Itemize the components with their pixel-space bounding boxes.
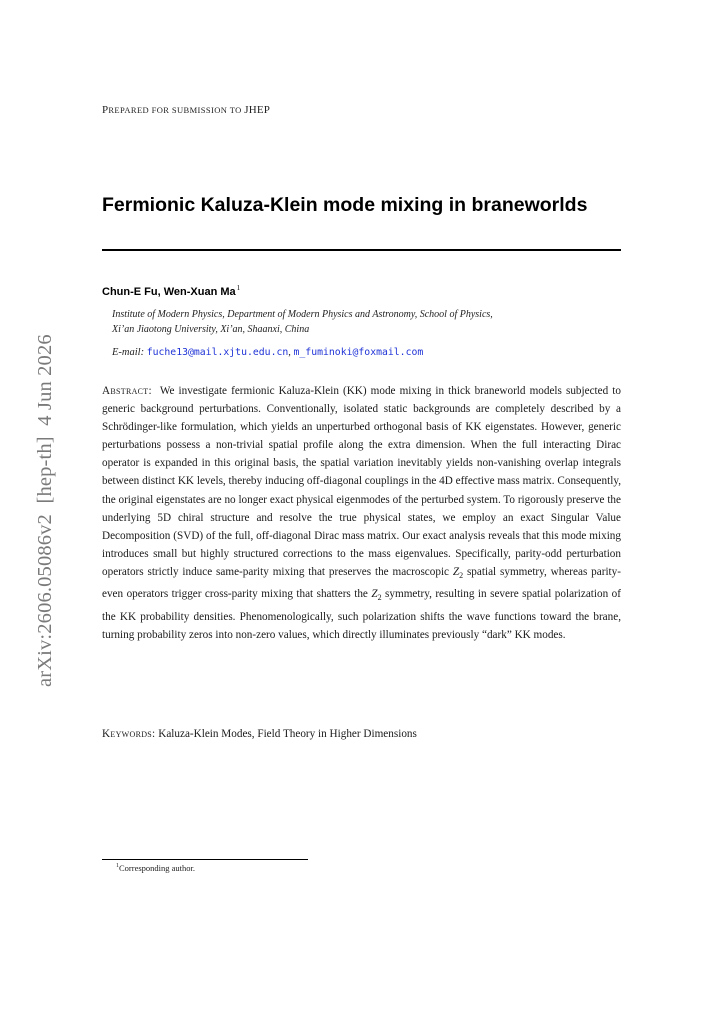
z2-subscript: 2 (377, 593, 382, 603)
footnote-number: 1 (116, 863, 119, 869)
author-names: Chun-E Fu, Wen-Xuan Ma (102, 286, 236, 298)
abstract-text: We investigate fermionic Kaluza-Klein (KK) mode mixing in thick braneworld models subjected to generic background perturbations. Conventionally, isolated static backgrounds are completely described by a Schrödinger-like formulation, which yields an unperturbed orthogonal basis of KK eigenstates. However, generic perturbations possess a non-trivial spatial profile along the extra dimension. When the full interacting Dirac operator is expanded in this original basis, the spatial variation inevitably yields non-vanishing overlap integrals between distinct KK levels, thereby inducing off-diagonal couplings in the 4D effective mass matrix. Consequently, the original eigenstates are no longer exact physical eigenmodes of the perturbed system. To rigorously preserve the underlying 5D chiral structure and resolve the true physical states, we employ an exact Singular Value Decomposition (SVD) of the full, off-diagonal Dirac mass matrix. Our exact analysis reveals that this mode mixing introduces small but highly structured corrections to the mass eigenvalues. Specifically, parity-odd perturbation operators strictly induce same-parity mixing that preserves the macroscopic (102, 385, 621, 578)
author-list (102, 284, 240, 298)
email-label: E-mail: (112, 347, 145, 358)
footnote-text: Corresponding author. (119, 863, 196, 873)
affiliation-line: Institute of Modern Physics, Department of Modern Physics and Astronomy, School of Physics, (112, 309, 493, 320)
keywords (102, 728, 417, 740)
email-link-2[interactable]: m_fuminoki@foxmail.com (293, 347, 424, 358)
abstract-heading: Abstract: (102, 385, 152, 397)
abstract (102, 382, 621, 644)
z2-letter: Z (452, 565, 460, 578)
submission-note-initial: P (102, 104, 109, 116)
arxiv-stamp: arXiv:2606.05086v2 [hep-th] 4 Jun 2026 (34, 334, 56, 687)
z2-subscript: 2 (459, 571, 464, 581)
z2-symbol (371, 588, 382, 603)
email-separator: , (288, 347, 294, 358)
footnote-mark: 1 (236, 284, 241, 292)
email-line (112, 347, 423, 358)
abstract-text: symmetry, resulting in severe spatial polarization of the KK probability densities. Phenomenologically, such polarization shifts the wave functions toward the brane, turning probability zeros into non-zero values, which directly illuminates previously “dark” KK modes. (102, 588, 621, 641)
footnote (116, 863, 195, 873)
paper-title: Fermionic Kaluza-Klein mode mixing in braneworlds (102, 194, 588, 216)
affiliation (112, 307, 622, 337)
z2-letter: Z (371, 588, 378, 601)
submission-note-text: REPARED FOR SUBMISSION TO (108, 105, 245, 115)
keywords-heading: Keywords: (102, 728, 156, 740)
abstract-text: spatial symmetry, whereas parity-even operators trigger cross-parity mixing that shatters the (102, 565, 621, 601)
z2-symbol (452, 565, 464, 581)
title-rule (102, 249, 621, 251)
affiliation-line: Xi’an Jiaotong University, Xi’an, Shaanxi, China (112, 324, 310, 335)
submission-note (102, 104, 270, 116)
journal-name: JHEP (244, 104, 271, 116)
email-link-1[interactable]: fuche13@mail.xjtu.edu.cn (146, 347, 289, 358)
footnote-rule (102, 859, 308, 860)
keywords-text: Kaluza-Klein Modes, Field Theory in Higher Dimensions (158, 728, 417, 740)
